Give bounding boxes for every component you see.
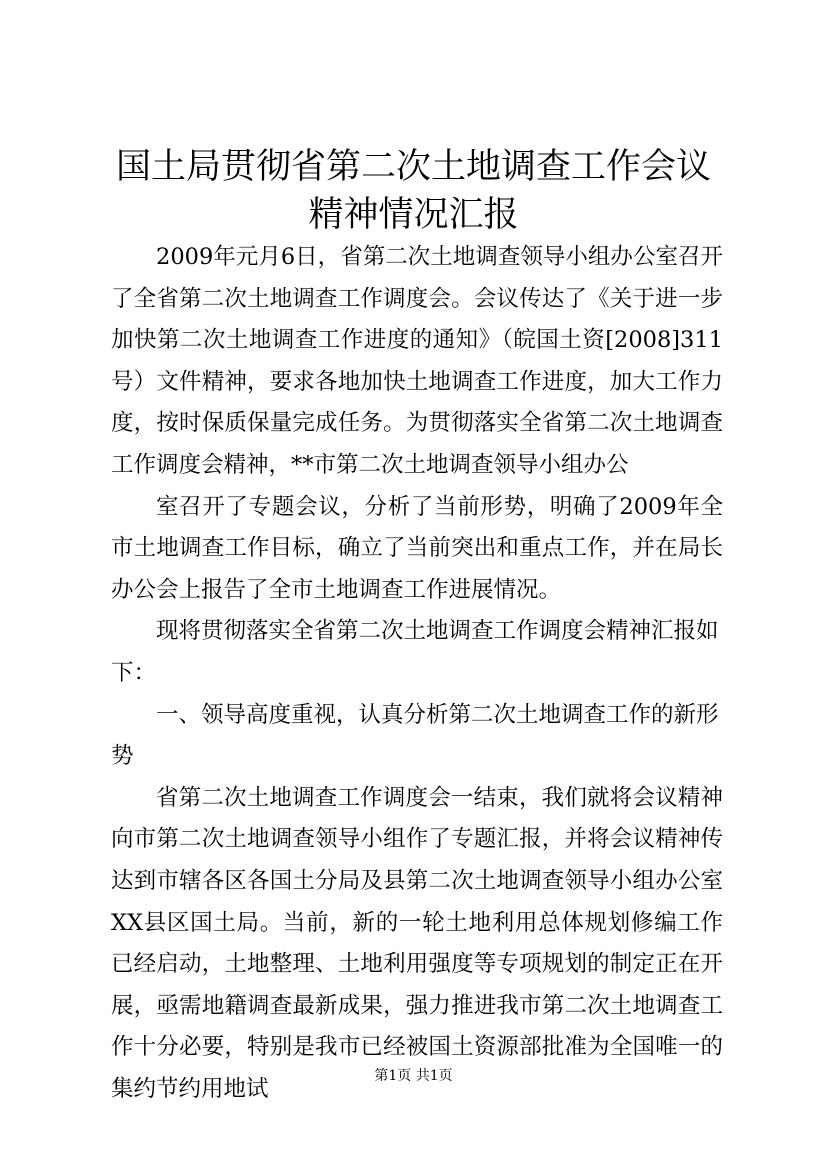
paragraph-intro: 2009年元月6日，省第二次土地调查领导小组办公室召开了全省第二次土地调查工作调度会。会议传达了《关于进一步加快第二次土地调查工作进度的通知》（皖国土资[2008]311号）文件精神，要求各地加快土地调查工作进度，加大工作力度，按时保质保量完成任务。为贯彻落实全省第二次土地调查工作调度会精神，**市第二次土地调查领导小组办公 [111, 244, 723, 478]
document-title: 国土局贯彻省第二次土地调查工作会议精神情况汇报 [115, 147, 711, 235]
paragraph-report-lead: 现将贯彻落实全省第二次土地调查工作调度会精神汇报如下： [111, 618, 719, 686]
document-body [111, 237, 723, 1110]
paragraph-meeting: 室召开了专题会议，分析了当前形势，明确了2009年全市土地调查工作目标，确立了当前突出和重点工作，并在局长办公会上报告了全市土地调查工作进展情况。 [111, 493, 723, 603]
paragraph-section-1: 省第二次土地调查工作调度会一结束，我们就将会议精神向市第二次土地调查领导小组作了专题汇报，并将会议精神传达到市辖各区各国土分局及县第二次土地调查领导小组办公室XX县区国土局。当前，新的一轮土地利用总体规划修编工作已经启动，土地整理、土地利用强度等专项规划的制定正在开展，亟需地籍调查最新成果，强力推进我市第二次土地调查工作十分必要，特别是我市已经被国土资源部批准为全国唯一的集约节约用地试 [111, 784, 723, 1102]
page-footer: 第1页 共1页 [374, 1068, 453, 1084]
section-heading-1: 一、领导高度重视，认真分析第二次土地调查工作的新形势 [111, 701, 719, 770]
